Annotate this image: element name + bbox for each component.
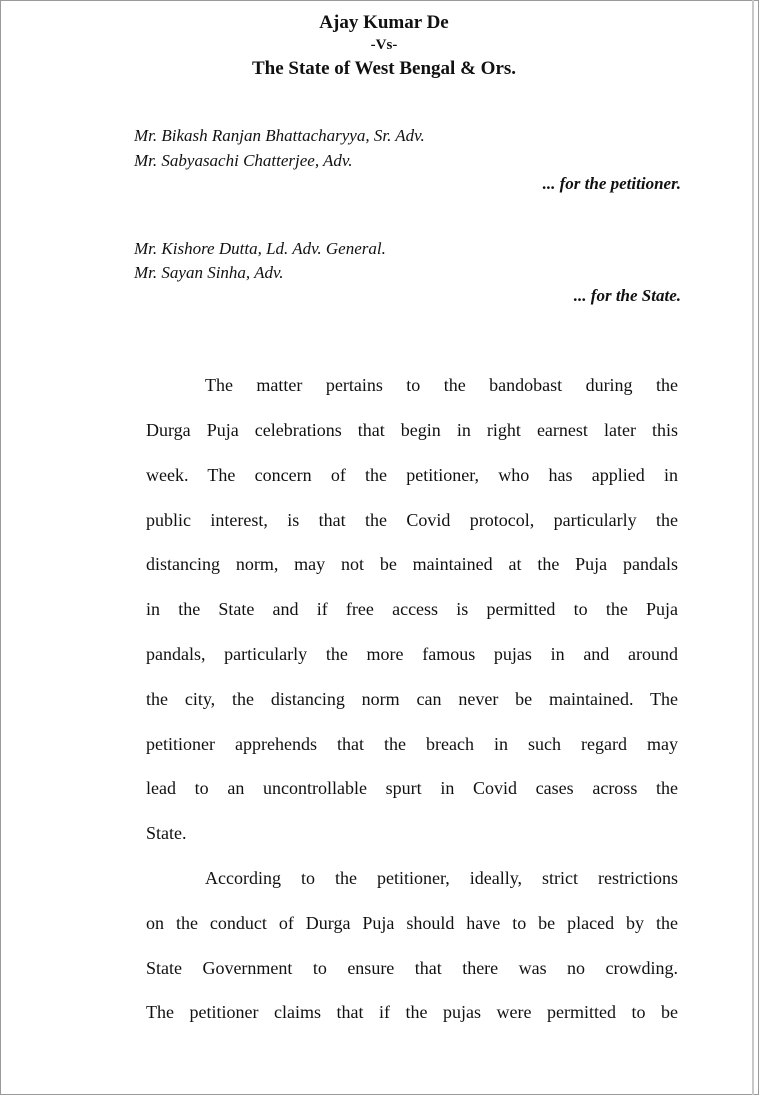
paragraph-line: State.: [146, 823, 187, 843]
for-state-label: ... for the State.: [573, 286, 681, 305]
paragraph-line: The petitioner claims that if the pujas were permitted to be: [146, 1002, 678, 1022]
counsel-petitioner-2: Mr. Sabyasachi Chatterjee, Adv.: [134, 151, 353, 170]
paragraph-line: lead to an uncontrollable spurt in Covid cases across the: [146, 778, 678, 798]
case-title-respondent: The State of West Bengal & Ors.: [251, 58, 517, 79]
paragraph-line: week. The concern of the petitioner, who has applied in: [146, 465, 678, 485]
paragraph-line: distancing norm, may not be maintained at the Puja pandals: [146, 554, 678, 574]
case-title-petitioner: Ajay Kumar De: [319, 12, 449, 33]
paragraph-line: pandals, particularly the more famous pujas in and around: [146, 644, 678, 664]
paragraph-line: Durga Puja celebrations that begin in right earnest later this: [146, 420, 678, 440]
counsel-state-2: Mr. Sayan Sinha, Adv.: [134, 263, 284, 282]
for-petitioner-label: ... for the petitioner.: [542, 174, 681, 193]
counsel-petitioner-1: Mr. Bikash Ranjan Bhattacharyya, Sr. Adv.: [134, 126, 425, 145]
paragraph-line: The matter pertains to the bandobast during the: [205, 375, 678, 395]
case-title-versus: -Vs-: [370, 37, 398, 53]
paragraph-line: petitioner apprehends that the breach in such regard may: [146, 734, 678, 754]
paragraph-line: in the State and if free access is permitted to the Puja: [146, 599, 678, 619]
paragraph-line: public interest, is that the Covid protocol, particularly the: [146, 510, 678, 530]
paragraph-line: the city, the distancing norm can never be maintained. The: [146, 689, 678, 709]
counsel-state-1: Mr. Kishore Dutta, Ld. Adv. General.: [134, 239, 386, 258]
page-edge-divider: [752, 0, 754, 1095]
paragraph-line: on the conduct of Durga Puja should have to be placed by the: [146, 913, 678, 933]
paragraph-line: State Government to ensure that there was no crowding.: [146, 958, 678, 978]
paragraph-line: According to the petitioner, ideally, strict restrictions: [205, 868, 678, 888]
